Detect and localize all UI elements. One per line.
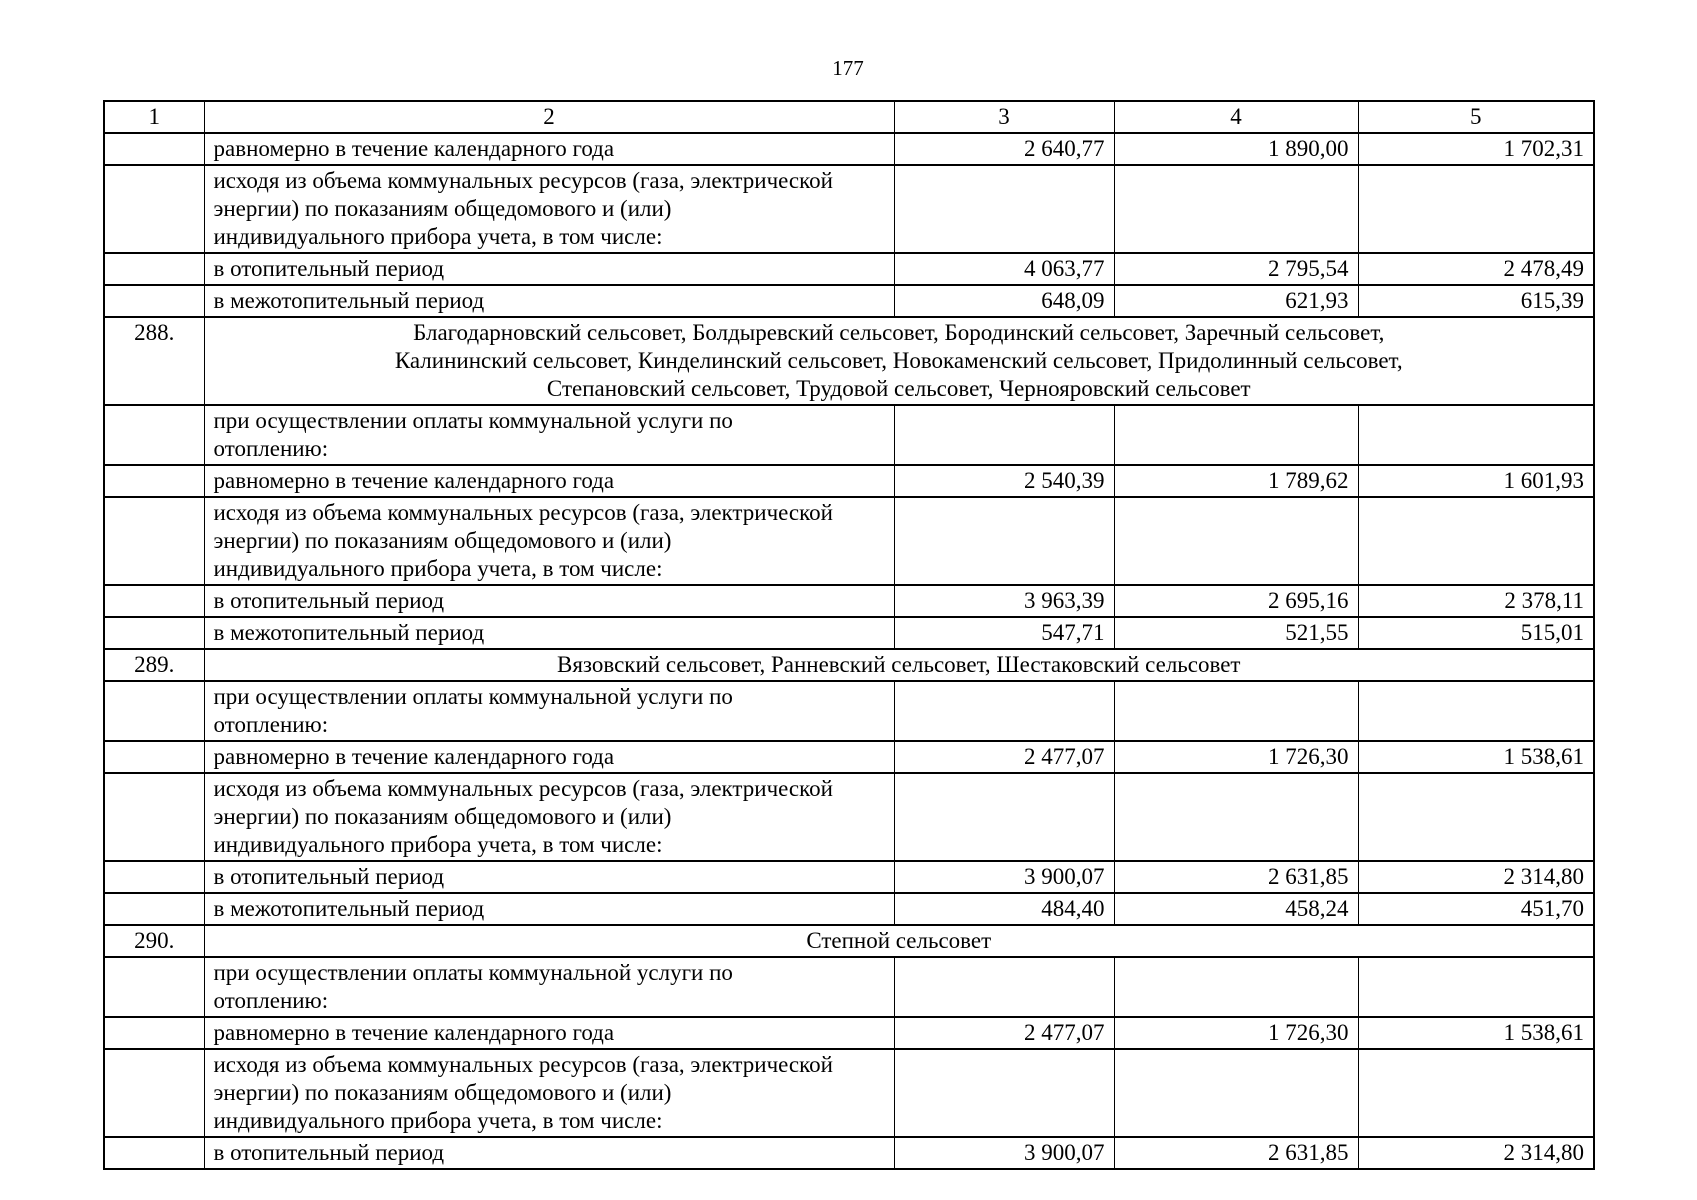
value-cell-col4 — [1114, 1049, 1358, 1137]
table-row — [104, 617, 1594, 649]
value-cell-col5: 1 538,61 — [1358, 1017, 1594, 1049]
column-header-4: 4 — [1114, 101, 1358, 133]
value-cell-col5: 515,01 — [1358, 617, 1594, 649]
value-cell-col3: 547,71 — [894, 617, 1114, 649]
value-cell-col4: 621,93 — [1114, 285, 1358, 317]
row-number-cell — [104, 741, 204, 773]
value-cell-col4: 458,24 — [1114, 893, 1358, 925]
table-row — [104, 165, 1594, 253]
row-number-cell — [104, 617, 204, 649]
row-number-cell — [104, 497, 204, 585]
row-number-cell — [104, 133, 204, 165]
value-cell-col5: 1 702,31 — [1358, 133, 1594, 165]
row-label-cell: в межотопительный период — [204, 893, 894, 925]
value-cell-col4: 1 726,30 — [1114, 1017, 1358, 1049]
value-cell-col4: 2 795,54 — [1114, 253, 1358, 285]
row-label-cell: в отопительный период — [204, 253, 894, 285]
row-label-cell: в отопительный период — [204, 585, 894, 617]
row-label-cell: исходя из объема коммунальных ресурсов (газа, электрической энергии) по показаниям общедомового и (или) индивидуального прибора учета, в том числе: — [204, 497, 894, 585]
row-number-cell — [104, 285, 204, 317]
value-cell-col3: 4 063,77 — [894, 253, 1114, 285]
value-cell-col5 — [1358, 773, 1594, 861]
table-row — [104, 133, 1594, 165]
value-cell-col3 — [894, 405, 1114, 465]
column-header-row — [104, 101, 1594, 133]
value-cell-col3 — [894, 165, 1114, 253]
table-row — [104, 253, 1594, 285]
value-cell-col3: 3 900,07 — [894, 861, 1114, 893]
value-cell-col4 — [1114, 773, 1358, 861]
value-cell-col5: 2 378,11 — [1358, 585, 1594, 617]
table-row — [104, 773, 1594, 861]
table-row — [104, 285, 1594, 317]
row-number-cell — [104, 585, 204, 617]
value-cell-col5 — [1358, 957, 1594, 1017]
column-header-1: 1 — [104, 101, 204, 133]
value-cell-col3: 3 963,39 — [894, 585, 1114, 617]
value-cell-col5: 2 314,80 — [1358, 1137, 1594, 1169]
row-label-cell: равномерно в течение календарного года — [204, 1017, 894, 1049]
value-cell-col3: 2 477,07 — [894, 741, 1114, 773]
row-label-cell: в межотопительный период — [204, 285, 894, 317]
row-number-cell — [104, 465, 204, 497]
value-cell-col5: 615,39 — [1358, 285, 1594, 317]
section-heading-cell: Степной сельсовет — [204, 925, 1594, 957]
section-heading-cell: Вязовский сельсовет, Ранневский сельсовет, Шестаковский сельсовет — [204, 649, 1594, 681]
page-number: 177 — [832, 56, 864, 80]
value-cell-col5: 1 538,61 — [1358, 741, 1594, 773]
value-cell-col3: 3 900,07 — [894, 1137, 1114, 1169]
row-number-cell — [104, 165, 204, 253]
row-number-cell: 289. — [104, 649, 204, 681]
value-cell-col3 — [894, 957, 1114, 1017]
row-number-cell: 290. — [104, 925, 204, 957]
value-cell-col5 — [1358, 405, 1594, 465]
row-number-cell: 288. — [104, 317, 204, 405]
row-label-cell: в отопительный период — [204, 1137, 894, 1169]
row-number-cell — [104, 1137, 204, 1169]
row-number-cell — [104, 957, 204, 1017]
row-number-cell — [104, 253, 204, 285]
value-cell-col4: 2 631,85 — [1114, 1137, 1358, 1169]
table-row — [104, 1049, 1594, 1137]
table-row — [104, 957, 1594, 1017]
row-label-cell: равномерно в течение календарного года — [204, 741, 894, 773]
value-cell-col5: 1 601,93 — [1358, 465, 1594, 497]
value-cell-col4: 1 890,00 — [1114, 133, 1358, 165]
value-cell-col3 — [894, 681, 1114, 741]
column-header-3: 3 — [894, 101, 1114, 133]
row-label-cell: при осуществлении оплаты коммунальной услуги по отоплению: — [204, 405, 894, 465]
row-number-cell — [104, 861, 204, 893]
row-number-cell — [104, 893, 204, 925]
section-row — [104, 925, 1594, 957]
value-cell-col5: 451,70 — [1358, 893, 1594, 925]
value-cell-col4 — [1114, 681, 1358, 741]
row-label-cell: исходя из объема коммунальных ресурсов (газа, электрической энергии) по показаниям общедомового и (или) индивидуального прибора учета, в том числе: — [204, 773, 894, 861]
table-row — [104, 861, 1594, 893]
table-row — [104, 1017, 1594, 1049]
value-cell-col5 — [1358, 165, 1594, 253]
row-number-cell — [104, 773, 204, 861]
table-row — [104, 741, 1594, 773]
table-row — [104, 893, 1594, 925]
section-heading-cell: Благодарновский сельсовет, Болдыревский сельсовет, Бородинский сельсовет, Заречный сельсовет, Калининский сельсовет, Кинделинский сельсовет, Новокаменский сельсовет, Придолинный сельсовет, Степановский сельсовет, Трудовой сельсовет, Чернояровский сельсовет — [204, 317, 1594, 405]
value-cell-col5: 2 314,80 — [1358, 861, 1594, 893]
value-cell-col4 — [1114, 405, 1358, 465]
table-row — [104, 681, 1594, 741]
value-cell-col5 — [1358, 681, 1594, 741]
row-number-cell — [104, 405, 204, 465]
row-label-cell: при осуществлении оплаты коммунальной услуги по отоплению: — [204, 957, 894, 1017]
column-header-2: 2 — [204, 101, 894, 133]
value-cell-col3 — [894, 773, 1114, 861]
value-cell-col3: 2 540,39 — [894, 465, 1114, 497]
value-cell-col4: 1 789,62 — [1114, 465, 1358, 497]
value-cell-col4: 521,55 — [1114, 617, 1358, 649]
row-label-cell: при осуществлении оплаты коммунальной услуги по отоплению: — [204, 681, 894, 741]
tariff-table-body — [104, 101, 1594, 1169]
table-row — [104, 465, 1594, 497]
value-cell-col3 — [894, 1049, 1114, 1137]
section-row — [104, 317, 1594, 405]
value-cell-col3: 484,40 — [894, 893, 1114, 925]
value-cell-col4 — [1114, 957, 1358, 1017]
row-number-cell — [104, 1017, 204, 1049]
table-row — [104, 1137, 1594, 1169]
value-cell-col3: 2 640,77 — [894, 133, 1114, 165]
table-row — [104, 497, 1594, 585]
row-number-cell — [104, 1049, 204, 1137]
row-label-cell: в межотопительный период — [204, 617, 894, 649]
value-cell-col4: 2 695,16 — [1114, 585, 1358, 617]
value-cell-col4: 2 631,85 — [1114, 861, 1358, 893]
value-cell-col3: 648,09 — [894, 285, 1114, 317]
row-label-cell: в отопительный период — [204, 861, 894, 893]
value-cell-col4 — [1114, 497, 1358, 585]
table-row — [104, 405, 1594, 465]
value-cell-col3: 2 477,07 — [894, 1017, 1114, 1049]
column-header-5: 5 — [1358, 101, 1594, 133]
value-cell-col5: 2 478,49 — [1358, 253, 1594, 285]
value-cell-col3 — [894, 497, 1114, 585]
row-label-cell: равномерно в течение календарного года — [204, 465, 894, 497]
value-cell-col4: 1 726,30 — [1114, 741, 1358, 773]
row-label-cell: равномерно в течение календарного года — [204, 133, 894, 165]
section-row — [104, 649, 1594, 681]
row-label-cell: исходя из объема коммунальных ресурсов (газа, электрической энергии) по показаниям общедомового и (или) индивидуального прибора учета, в том числе: — [204, 165, 894, 253]
tariff-table — [103, 100, 1595, 1170]
table-row — [104, 585, 1594, 617]
row-label-cell: исходя из объема коммунальных ресурсов (газа, электрической энергии) по показаниям общедомового и (или) индивидуального прибора учета, в том числе: — [204, 1049, 894, 1137]
value-cell-col4 — [1114, 165, 1358, 253]
row-number-cell — [104, 681, 204, 741]
value-cell-col5 — [1358, 497, 1594, 585]
value-cell-col5 — [1358, 1049, 1594, 1137]
